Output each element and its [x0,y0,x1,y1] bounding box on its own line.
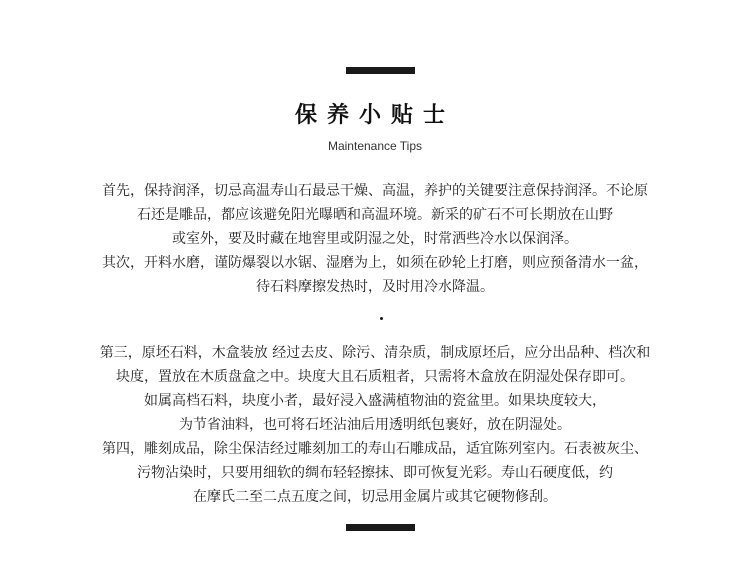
text-line: 如属高档石料，块度小者，最好浸入盛满植物油的瓷盆里。如果块度较大， [144,393,606,409]
text-line: 第四，雕刻成品，除尘保洁经过雕刻加工的寿山石雕成品，适宜陈列室内。石表被灰尘、 [102,441,648,457]
text-line: 首先，保持润泽，切忌高温寿山石最忌干燥、高温，养护的关键要注意保持润泽。不论原 [102,183,648,199]
top-divider-bar [346,67,415,74]
tips-section-first [0,179,750,299]
text-line: 第三，原坯石料，木盒装放 经过去皮、除污、清杂质，制成原坯后，应分出品种、档次和 [99,345,651,361]
text-line: 在摩氏二至二点五度之间，切忌用金属片或其它硬物修刮。 [193,489,557,505]
text-line: 石还是雕品，都应该避免阳光曝晒和高温环境。新采的矿石不可长期放在山野 [137,207,613,223]
text-line: 块度，置放在木质盘盒之中。块度大且石质粗者，只需将木盒放在阴湿处保存即可。 [116,369,634,385]
text-line: 污物沾染时，只要用细软的绸布轻轻擦抹、即可恢复光彩。寿山石硬度低，约 [137,465,613,481]
tips-section-second [0,341,750,509]
text-line: 其次，开料水磨，谨防爆裂以水锯、湿磨为上，如须在砂轮上打磨，则应预备清水一盆， [102,255,648,271]
page-title: 保养小贴士 [294,102,455,128]
text-line: 或室外，要及时藏在地窖里或阴湿之处，时常洒些冷水以保润泽。 [172,231,578,247]
page-subtitle: Maintenance Tips [327,139,423,153]
section-separator-dot [380,317,383,320]
text-line: 为节省油料，也可将石坯沾油后用透明纸包裹好，放在阴湿处。 [179,417,571,433]
bottom-divider-bar [346,524,415,531]
text-line: 待石料摩擦发热时，及时用冷水降温。 [256,279,494,295]
